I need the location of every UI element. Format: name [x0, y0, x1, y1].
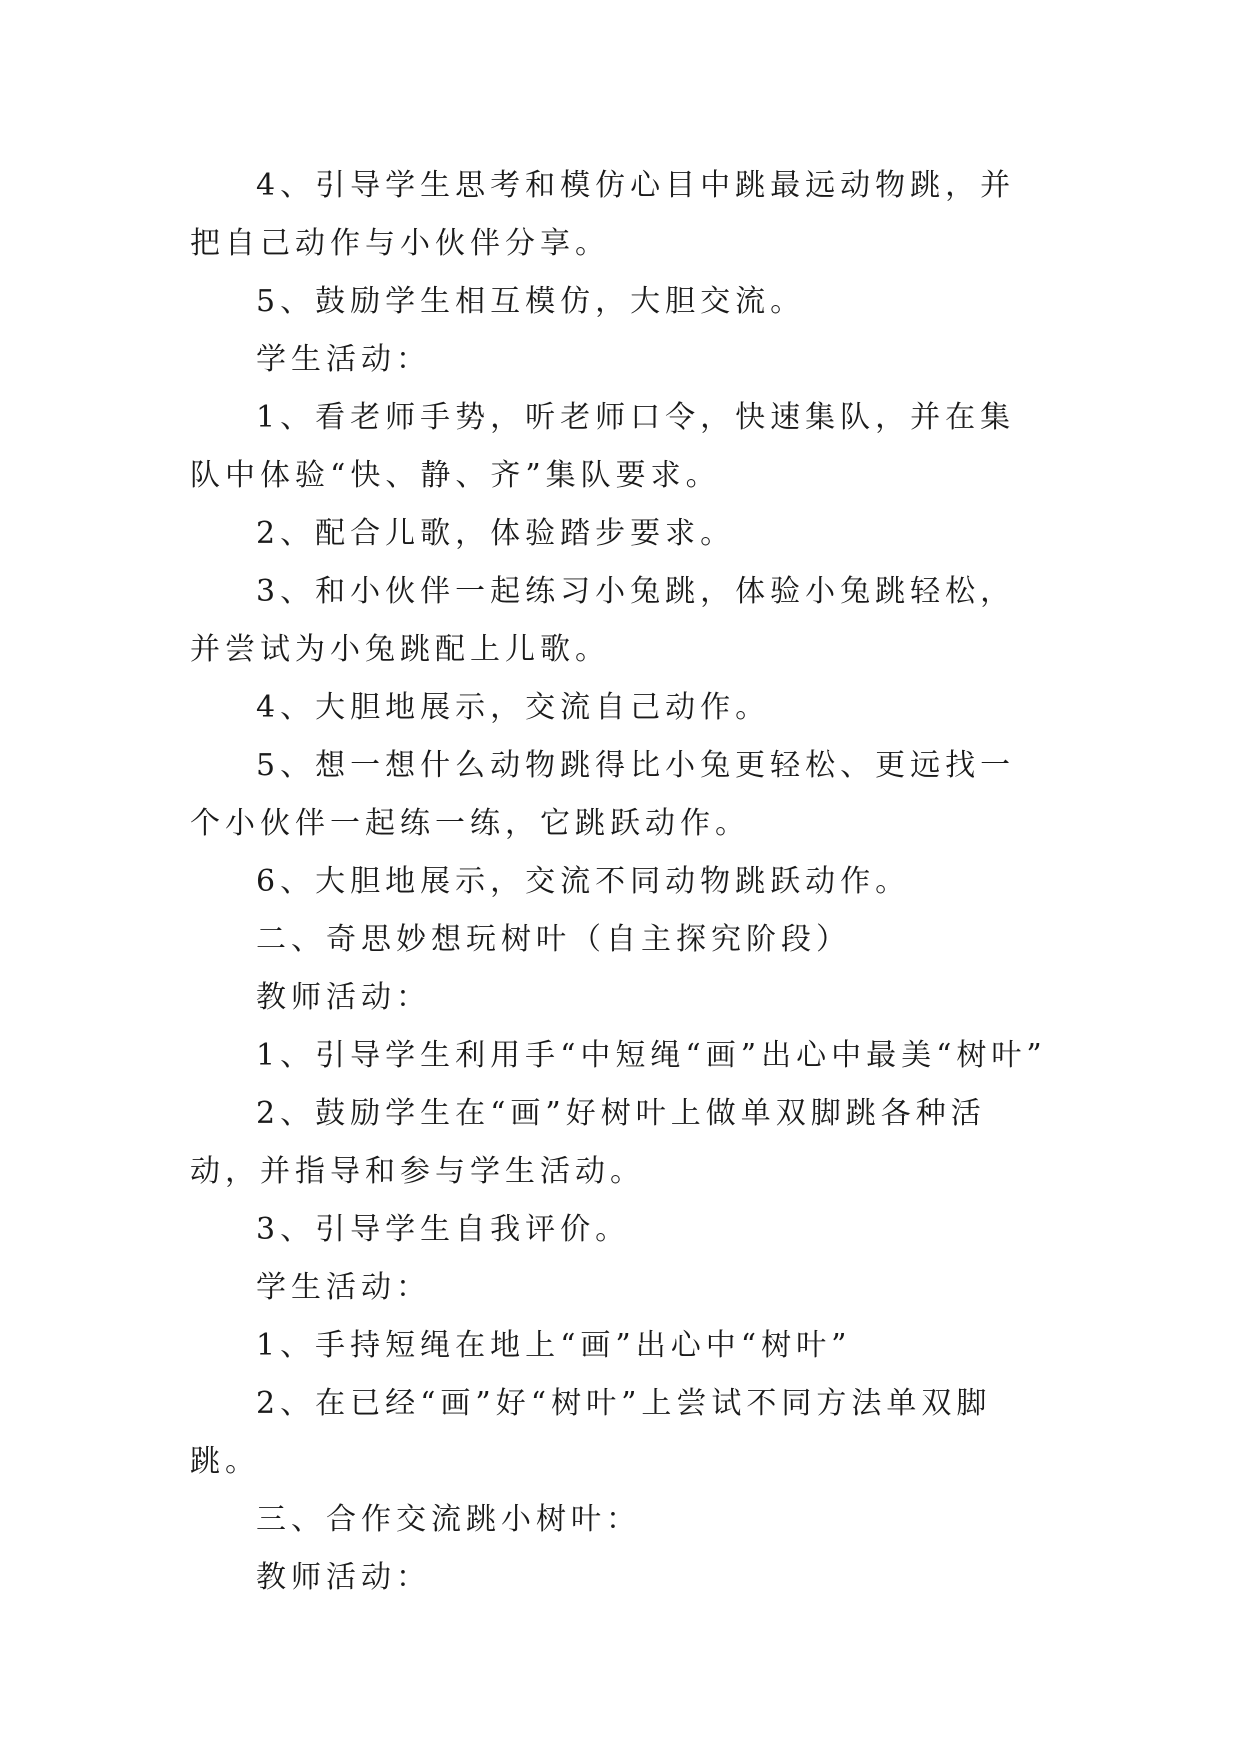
paragraph-15: 学生活动：	[256, 1270, 431, 1305]
paragraph-17: 2、在已经“画”好“树叶”上尝试不同方法单双脚跳。	[190, 1386, 992, 1479]
paragraph-1: 4、引导学生思考和模仿心目中跳最远动物跳，并把自己动作与小伙伴分享。	[190, 168, 1016, 261]
paragraph-9: 6、大胆地展示，交流不同动物跳跃动作。	[256, 864, 911, 899]
paragraph-10: 二、奇思妙想玩树叶（自主探究阶段）	[256, 922, 851, 957]
paragraph-18: 三、合作交流跳小树叶：	[256, 1502, 641, 1537]
document-body	[190, 157, 1050, 1607]
paragraph-5: 2、配合儿歌，体验踏步要求。	[256, 516, 736, 551]
paragraph-4: 1、看老师手势，听老师口令，快速集队，并在集队中体验“快、静、齐”集队要求。	[190, 400, 1016, 493]
paragraph-8: 5、想一想什么动物跳得比小兔更轻松、更远找一个小伙伴一起练一练，它跳跃动作。	[190, 748, 1016, 841]
paragraph-7: 4、大胆地展示，交流自己动作。	[256, 690, 771, 725]
paragraph-6: 3、和小伙伴一起练习小兔跳，体验小兔跳轻松，并尝试为小兔跳配上儿歌。	[190, 574, 1016, 667]
paragraph-13: 2、鼓励学生在“画”好树叶上做单双脚跳各种活动，并指导和参与学生活动。	[190, 1096, 986, 1189]
paragraph-16: 1、手持短绳在地上“画”出心中“树叶”	[256, 1328, 852, 1363]
paragraph-14: 3、引导学生自我评价。	[256, 1212, 631, 1247]
paragraph-3: 学生活动：	[256, 342, 431, 377]
paragraph-19: 教师活动：	[256, 1560, 431, 1595]
paragraph-2: 5、鼓励学生相互模仿，大胆交流。	[256, 284, 806, 319]
paragraph-12: 1、引导学生利用手“中短绳“画”出心中最美“树叶”	[256, 1038, 1047, 1073]
paragraph-11: 教师活动：	[256, 980, 431, 1015]
